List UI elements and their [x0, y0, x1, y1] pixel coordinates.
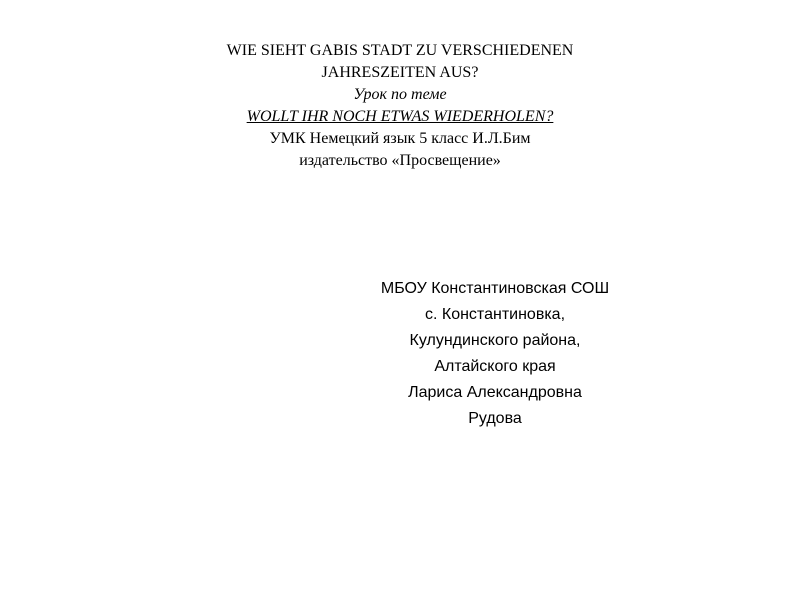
title-line-2: JAHRESZEITEN AUS?	[321, 64, 479, 81]
school-name: МБОУ Константиновская СОШ	[380, 280, 610, 297]
region-name: Алтайского края	[434, 358, 556, 375]
author-block	[300, 276, 690, 432]
textbook-line: УМК Немецкий язык 5 класс И.Л.Бим	[269, 130, 531, 147]
lesson-topic: WOLLT IHR NOCH ETWAS WIEDERHOLEN?	[246, 108, 554, 125]
district-name: Кулундинского района,	[409, 332, 581, 349]
lesson-topic-label: Урок по теме	[353, 86, 447, 103]
author-surname: Рудова	[468, 410, 522, 427]
title-block	[100, 40, 700, 172]
title-line-1: WIE SIEHT GABIS STADT ZU VERSCHIEDENEN	[226, 42, 574, 59]
author-name: Лариса Александровна	[408, 384, 582, 401]
publisher-line: издательство «Просвещение»	[299, 152, 501, 169]
village-name: с. Константиновка,	[424, 306, 566, 323]
